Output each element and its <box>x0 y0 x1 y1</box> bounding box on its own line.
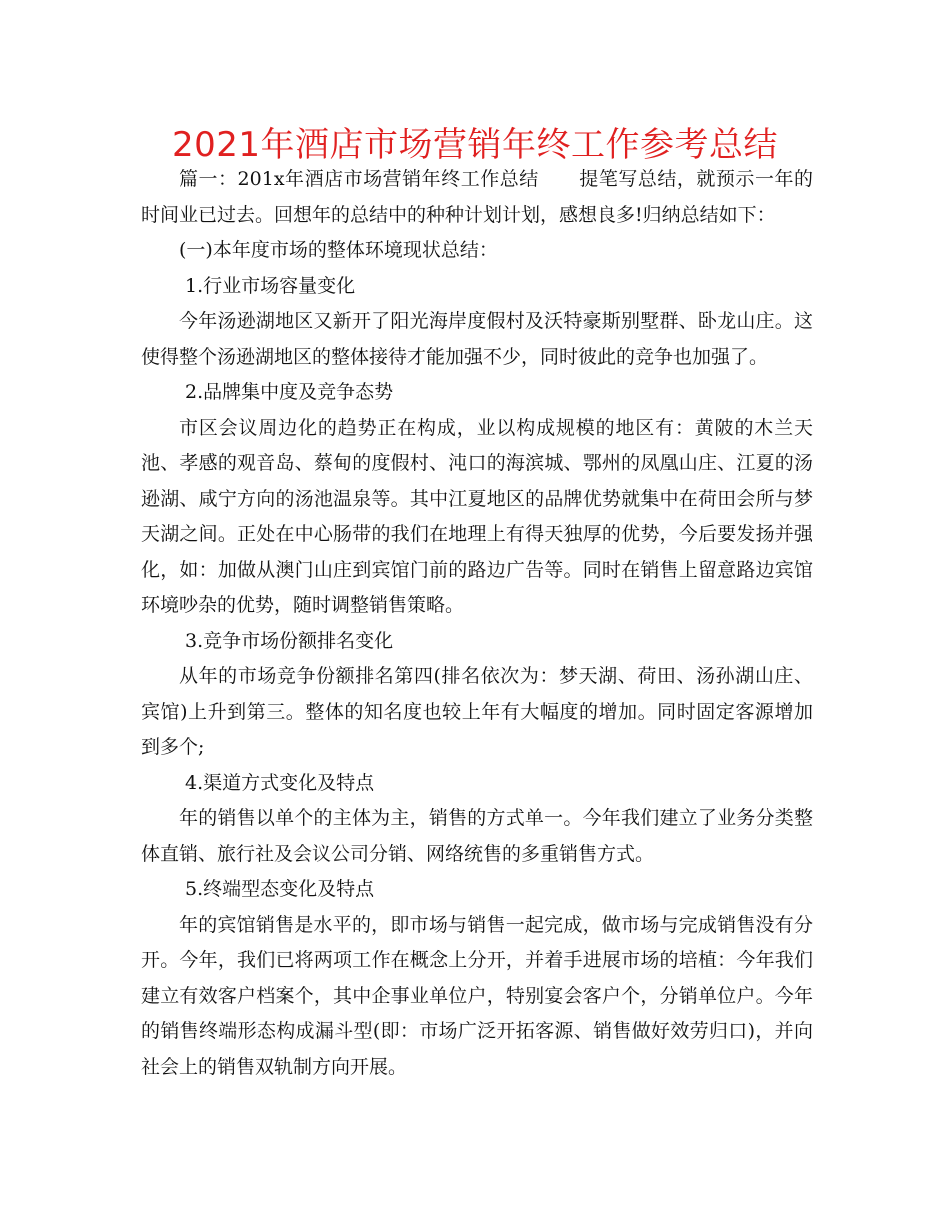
intro-part-2: 提笔写总结，就预示一年的时间业已过去。回想年的总结中的种种计划计划，感想良多!归纳总结如下： <box>141 168 813 226</box>
section-heading: (一)本年度市场的整体环境现状总结： <box>179 239 498 261</box>
item-3-text: 从年的市场竞争份额排名第四(排名依次为：梦天湖、荷田、汤孙湖山庄、宾馆)上升到第三。整体的知名度也较上年有大幅度的增加。同时固定客源增加到多个; <box>141 665 813 758</box>
intro-paragraph <box>141 162 813 233</box>
item-3-heading: 3.竞争市场份额排名变化 <box>185 629 394 652</box>
item-2-heading: 2.品牌集中度及竞争态势 <box>185 381 394 403</box>
document-body <box>141 162 813 1085</box>
item-2-text: 市区会议周边化的趋势正在构成，业以构成规模的地区有：黄陂的木兰天池、孝感的观音岛、蔡甸的度假村、沌口的海滨城、鄂州的凤凰山庄、江夏的汤逊湖、咸宁方向的汤池温泉等。其中江夏地区的品牌优势就集中在荷田会所与梦天湖之间。正处在中心肠带的我们在地理上有得天独厚的优势，今后要发扬并强化，如：加做从澳门山庄到宾馆门前的路边广告等。同时在销售上留意路边宾馆环境吵杂的优势，随时调整销售策略。 <box>141 416 813 616</box>
item-1-text: 今年汤逊湖地区又新开了阳光海岸度假村及沃特豪斯别墅群、卧龙山庄。这使得整个汤逊湖地区的整体接待才能加强不少，同时彼此的竞争也加强了。 <box>141 310 813 368</box>
item-5-text: 年的宾馆销售是水平的，即市场与销售一起完成，做市场与完成销售没有分开。今年，我们已将两项工作在概念上分开，并着手进展市场的培植：今年我们建立有效客户档案个，其中企事业单位户，特别宴会客户个，分销单位户。今年的销售终端形态构成漏斗型(即：市场广泛开拓客源、销售做好效劳归口)，并向社会上的销售双轨制方向开展。 <box>141 913 813 1078</box>
item-4-heading: 4.渠道方式变化及特点 <box>185 771 375 794</box>
intro-part-1: 篇一：201x年酒店市场营销年终工作总结 <box>179 168 539 190</box>
item-4-text: 年的销售以单个的主体为主，销售的方式单一。今年我们建立了业务分类整体直销、旅行社及会议公司分销、网络统售的多重销售方式。 <box>141 807 813 865</box>
document-title: 2021年酒店市场营销年终工作参考总结 <box>171 125 779 165</box>
item-1-heading: 1.行业市场容量变化 <box>185 274 356 297</box>
item-5-heading: 5.终端型态变化及特点 <box>185 878 375 900</box>
